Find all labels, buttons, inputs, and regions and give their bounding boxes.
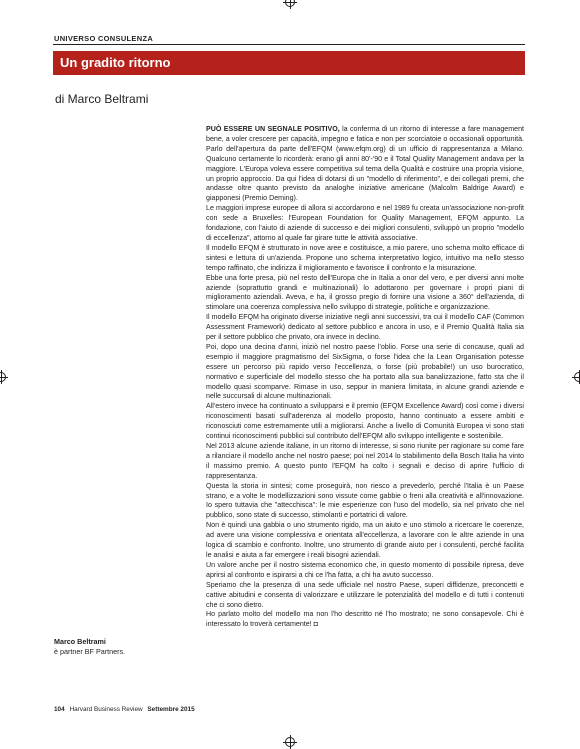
body-paragraph: Speriamo che la presenza di una sede ufficiale nel nostro Paese, superi diffidenze, preconcetti e cattive abitudini e consenta di valorizzare e utilizzare le potenzialità del modello e di tutti i contenuti che ci sono dietro. [206,580,524,609]
byline: di Marco Beltrami [55,92,149,106]
magazine-name: Harvard Business Review [69,706,143,713]
body-paragraph: Poi, dopo una decina d'anni, iniziò nel nostro paese l'oblio. Forse una serie di concause, quali ad esempio il maggiore pragmatismo del SixSigma, o forse l'idea che la Lean Organisation potesse essere un percorso più rapido verso l'eccellenza, o forse (più probabile!) un uso burocratico, normativo e superficiale del modello stesso che ha portato alla sua banalizzazione, fatto sta che il modello quasi scomparve. Rimase in uso, seppur in maniera limitata, in alcune grandi aziende e nelle succursali di alcune multinazionali. [206,342,524,401]
body-paragraph: Nel 2013 alcune aziende italiane, in un ritorno di interesse, si sono riunite per ragionare su come fare a rilanciare il modello anche nel nostro paese; poi nel 2014 lo stabilimento della Bosch Italia ha vinto il massimo premio. A questo punto l'EFQM ha colto i segnali e deciso di aprire l'ufficio di rappresentanza. [206,442,524,480]
author-name: Marco Beltrami [54,637,106,646]
page-number: 104 [54,706,65,713]
crop-mark-right-icon [574,372,580,382]
body-paragraph: Il modello EFQM è strutturato in nove aree e costituisce, a mio parere, uno schema molto efficace di sintesi e lettura di un'azienda. Propone uno schema interpretativo logico, intuitivo ma nello stesso tempo raffinato, che indirizza il miglioramento e favorisce il confronto e la misurazione. [206,243,524,272]
title-banner [53,51,525,75]
body-paragraph: Questa la storia in sintesi; come proseguirà, non riesco a prevederlo, perché l'Italia è un Paese strano, e a volte le modellizzazioni sono vissute come gabbie o freni alla creatività e all'innovazione. Io spero tuttavia che "attecchisca": le mie esperienze con l'uso del modello, sia nel privato che nel pubblico, sono state di successo, stimolanti e portatrici di valore. [206,481,524,520]
body-paragraph: Le maggiori imprese europee di allora si accordarono e nel 1989 fu creata un'associazione non-profit con sede a Bruxelles: l'European Foundation for Quality Management, EFQM appunto. La fondazione, con l'aiuto di aziende di successo e dei migliori consulenti, sviluppò un proprio "modello di eccellenza", attorno al quale far girare tutte le attività associative. [206,204,524,242]
issue-date: Settembre 2015 [147,706,195,713]
body-paragraph: Un valore anche per il nostro sistema economico che, in questo momento di possibile ripresa, deve aprirsi al confronto e ispirarsi a chi ce l'ha fatta, a chi ha avuto successo. [206,560,524,579]
lead-in: PUÒ ESSERE UN SEGNALE POSITIVO, [206,125,340,133]
body-paragraph: Ho parlato molto del modello ma non l'ho descritto né l'ho mostrato; ne sono consapevole. Chi è interessato lo troverà certamente! ◘ [206,610,524,629]
body-paragraph: Il modello EFQM ha originato diverse iniziative negli anni successivi, tra cui il modello CAF (Common Assessment Framework) dedicato al settore pubblico e ancora in uso, e il Premio Qualità Italia sia per il settore pubblico che privato, ora invece in declino. [206,313,524,342]
author-role: è partner BF Partners. [54,646,126,656]
header-rule [53,44,525,45]
section-label: UNIVERSO CONSULENZA [54,34,154,43]
body-paragraph: All'estero invece ha continuato a svilupparsi e il premio (EFQM Excellence Award) così come i diversi riconoscimenti basati sull'aderenza al modello proposto, hanno continuato a essere ambiti e riconosciuti come estremamente utili a migliorarsi. Anche a livello di Comunità Europea vi sono stati continui riconoscimenti pubblici sul contributo dell'EFQM allo sviluppo intelligente e sostenibile. [206,402,524,441]
article-title: Un gradito ritorno [60,55,171,70]
crop-mark-top-icon [285,0,295,7]
body-paragraph: Non è quindi una gabbia o uno strumento rigido, ma un aiuto e uno stimolo a ricercare le coerenze, ad avere una visione complessiva e orientata all'eccellenza, a lavorare con le altre aziende in una logica di scambio e confronto. Inoltre, uno strumento di grande aiuto per i consulenti, perché facilita le analisi e aiuta a far emergere i reali bisogni aziendali. [206,521,524,559]
page-footer [54,706,195,713]
article-body [206,125,524,630]
body-paragraph [206,125,524,204]
paragraph-text: la conferma di un ritorno di interesse a fare management bene, a voler crescere per capacità, impegno e fatica e non per scorciatoie o occasionali opportunità. Parlo dell'apertura da parte dell'EFQM (www.efqm.org) di un ufficio di rappresentanza a Milano. Qualcuno certamente lo ricorderà: erano gli anni 80'-'90 e il Total Quality Management andava per la maggiore. L'Europa voleva essere competitiva sul tema della Qualità e costruire una propria visione, un proprio approccio. Da qui l'idea di dotarsi di un "modello di riferimento", e dei collegati premi, che andasse oltre quanto previsto da analoghe iniziative americane (Malcolm Baldrige Award) e giapponesi (Premio Deming). [206,125,524,203]
body-paragraph: Ebbe una forte presa, più nel resto dell'Europa che in Italia a onor del vero, e per diversi anni molte aziende (soprattutto grandi e multinazionali) lo adottarono per governare i propri piani di miglioramento aziendali. Aveva, e ha, il grosso pregio di fornire una visione a 360° dell'azienda, di stimolare una coerenza complessiva nello sviluppo di strategie, politiche e organizzazione. [206,273,524,312]
crop-mark-left-icon [0,372,6,382]
author-bio [54,637,194,656]
crop-mark-bottom-icon [285,737,295,747]
